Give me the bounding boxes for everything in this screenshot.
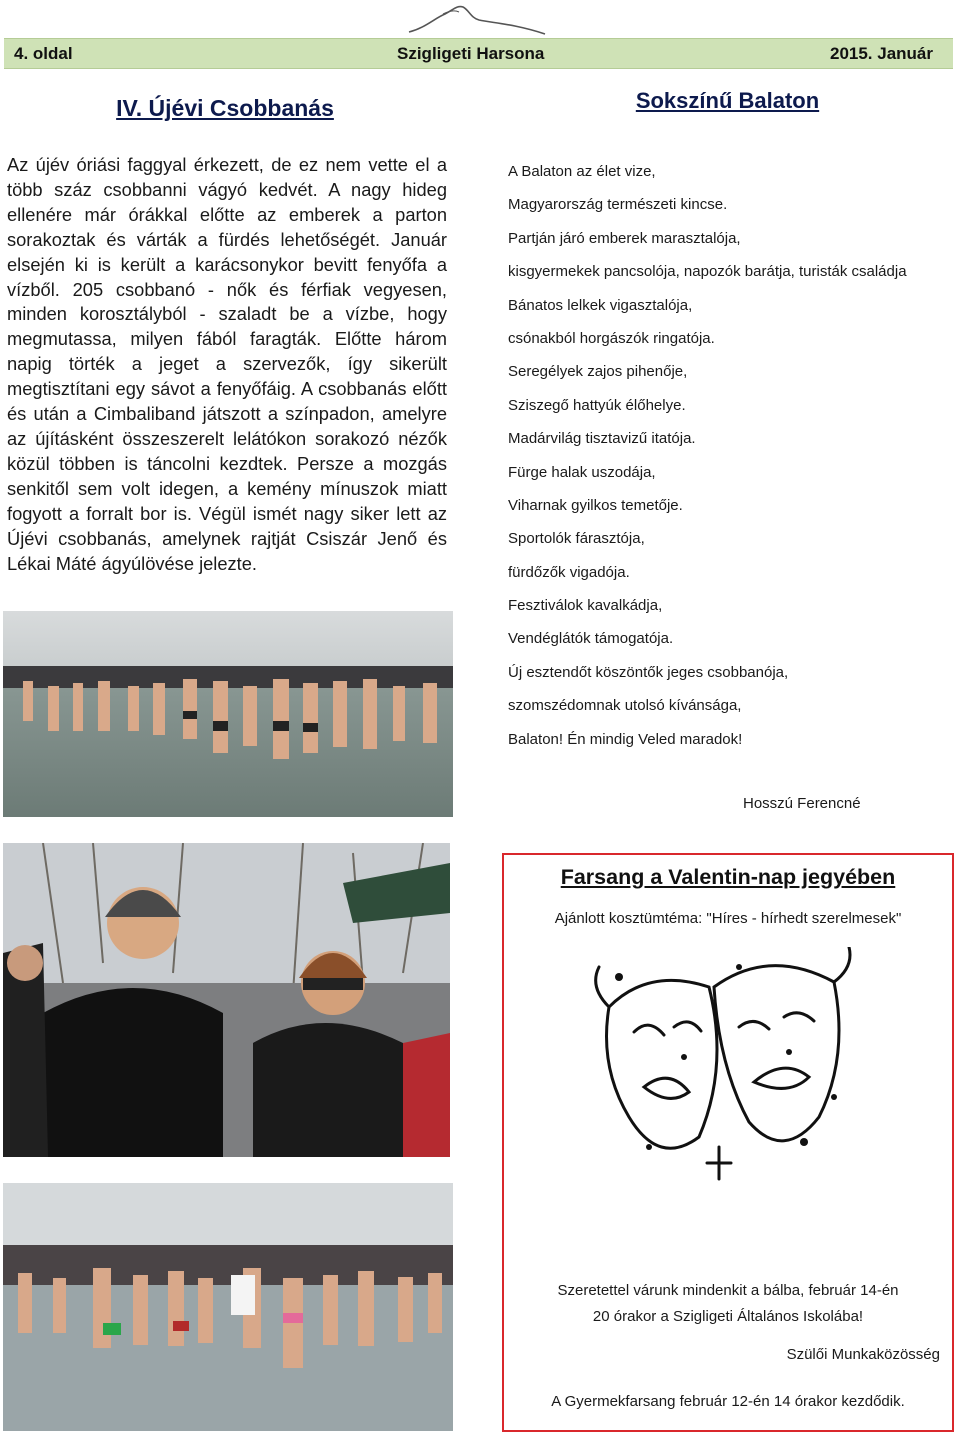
poem-line: Bánatos lelkek vigasztalója, <box>508 296 693 314</box>
poem-line: Seregélyek zajos pihenője, <box>508 363 688 381</box>
poem-line: szomszédomnak utolsó kívánsága, <box>508 697 742 715</box>
poem-line: A Balaton az élet vize, <box>508 163 656 180</box>
poem-line: fürdőzők vigadója. <box>508 563 630 581</box>
photo-crowd-water <box>3 1183 453 1431</box>
page-number: 4. oldal <box>14 44 73 63</box>
poem-line: Sziszegő hattyúk élőhelye. <box>508 396 686 414</box>
issue-date: 2015. Január <box>829 44 933 63</box>
invite-line-1: Szeretettel várunk mindenkit a bálba, február 14-én <box>557 1282 899 1299</box>
farsang-announcement <box>502 853 954 1432</box>
poem-line: Fürge halak uszodája, <box>508 463 656 481</box>
page-header <box>4 38 953 69</box>
farsang-title: Farsang a Valentin-nap jegyében <box>560 865 896 889</box>
poem-line: csónakból horgászók ringatója. <box>508 329 715 347</box>
costume-theme: Ajánlott kosztümtéma: "Híres - hírhedt szerelmesek" <box>554 910 902 927</box>
theater-masks-icon <box>589 947 859 1187</box>
poem-line: Magyarország természeti kincse. <box>508 196 728 214</box>
photo-spectators <box>3 843 450 1157</box>
poem-line: Sportolók fárasztója, <box>508 530 645 548</box>
organizer-signature: Szülői Munkaközösség <box>786 1346 940 1363</box>
poem-body <box>508 155 953 756</box>
photo-swimmers-lake <box>3 611 453 817</box>
invite-line-2: 20 órakor a Szigligeti Általános Iskolába! <box>592 1308 864 1325</box>
poem-line: Viharnak gyilkos temetője. <box>508 496 683 514</box>
poem-line: Új esztendőt köszöntők jeges csobbanója, <box>508 663 789 681</box>
poem-line: Balaton! Én mindig Veled maradok! <box>508 730 743 748</box>
paper-title: Szigligeti Harsona <box>397 44 545 63</box>
hill-logo <box>405 2 550 38</box>
poem-line: Vendéglátók támogatója. <box>508 630 674 648</box>
article-body: Az újév óriási faggyal érkezett, de ez nem vette el a több száz csobbanni vágyó kedvét. A nagy hideg ellenére már órákkal előtte az emberek a parton sorakoztak és várták a fürdés lehetőségét. Január elsején ki is került a karácsonykor bevitt fenyőfa a vízből. 205 csobbanó - nők és férfiak vegyesen, minden korosztályból - szaladt be a vízbe, hogy megmutassa, milyen fából faragták. Előtte három napig törték a jeget a szervezők, így sikerült megtisztítani egy sávot a fenyőfáig. A csobbanás előtt és után a Cimbaliband játszott a színpadon, amelyre az újításként összeszerelt lelátókon sorakozó nézők közül többen is táncolni kezdtek. Persze a mozgás senkitől sem volt idegen, a kemény mínuszok miatt fogyott a forralt bor is. Végül ismét nagy siker lett az Újévi csobbanás, amelynek rajtját Csiszár Jenő és Lékai Máté ágyúlövése jelezte. <box>7 154 447 574</box>
poem-line: Fesztiválok kavalkádja, <box>508 597 663 615</box>
article-title: IV. Újévi Csobbanás <box>116 95 334 121</box>
poem-title: Sokszínű Balaton <box>635 88 820 113</box>
kids-party-note: A Gyermekfarsang február 12-én 14 órakor kezdődik. <box>551 1393 905 1410</box>
poem-line: Partján járó emberek marasztalója, <box>508 229 741 247</box>
poem-author: Hosszú Ferencné <box>743 795 861 812</box>
poem-line: kisgyermekek pancsolója, napozók barátja, turisták családja <box>508 263 907 281</box>
poem-line: Madárvilág tisztavizű itatója. <box>508 430 696 448</box>
